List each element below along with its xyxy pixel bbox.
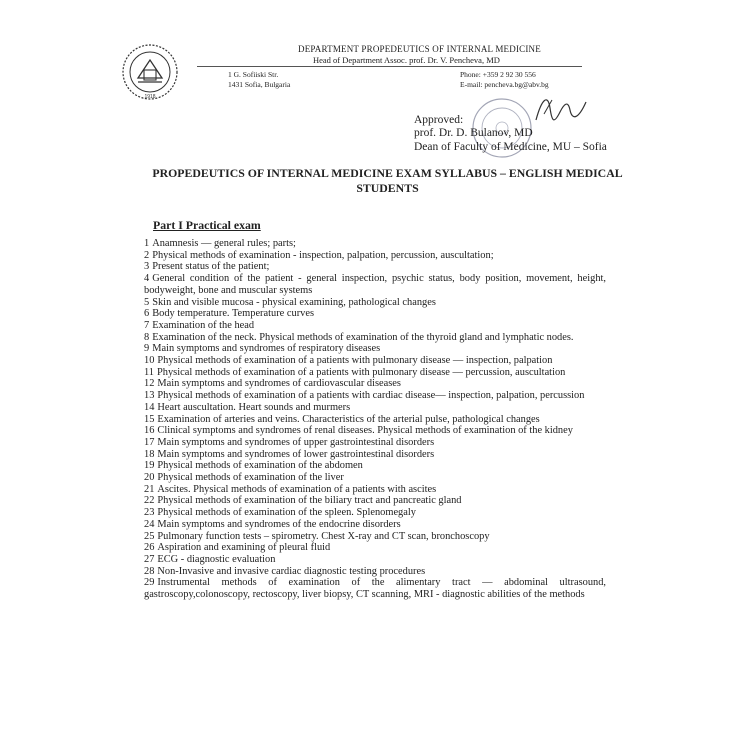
list-item xyxy=(144,449,606,461)
item-number: 29 xyxy=(144,577,155,589)
university-seal-icon xyxy=(120,42,180,102)
dean-position: Dean of Faculty of Medicine, MU – Sofia xyxy=(414,140,607,153)
item-text: Main symptoms and syndromes of lower gastrointestinal disorders xyxy=(157,448,435,460)
item-text: Aspiration and examining of pleural fluid xyxy=(157,542,331,554)
list-item xyxy=(144,484,606,496)
item-number: 25 xyxy=(144,530,155,542)
approved-label: Approved: xyxy=(414,114,464,126)
list-item xyxy=(144,554,606,566)
item-text: Physical methods of examination of a patients with cardiac disease— inspection, palpation, percussion xyxy=(157,390,585,402)
item-number: 17 xyxy=(144,436,155,448)
item-number: 11 xyxy=(144,366,155,378)
item-number: 2 xyxy=(144,249,150,261)
list-item xyxy=(144,495,606,507)
list-item xyxy=(144,507,606,519)
item-number: 14 xyxy=(144,401,155,413)
item-text: Physical methods of examination of a patients with pulmonary disease — percussion, auscultation xyxy=(157,366,566,378)
dean-name: prof. Dr. D. Bulanov, MD xyxy=(414,127,533,140)
item-text: Main symptoms and syndromes of cardiovascular diseases xyxy=(157,378,401,390)
item-number: 7 xyxy=(144,319,150,331)
item-text: General condition of the patient - general inspection, psychic status, body position, movement, height, bodyweight, bone and muscular systems xyxy=(144,273,606,296)
department-name: DEPARTMENT PROPEDEUTICS OF INTERNAL MEDICINE xyxy=(298,44,541,54)
item-text: Clinical symptoms and syndromes of renal diseases. Physical methods of examination of the kidney xyxy=(157,425,573,437)
item-text: Physical methods of examination of the liver xyxy=(157,472,344,484)
list-item xyxy=(144,308,606,320)
address-line: 1431 Sofia, Bulgaria xyxy=(228,80,291,89)
item-text: Main symptoms and syndromes of upper gastrointestinal disorders xyxy=(157,436,435,448)
item-text: Main symptoms and syndromes of the endocrine disorders xyxy=(157,518,401,530)
list-item xyxy=(144,542,606,554)
item-text: Anamnesis — general rules; parts; xyxy=(152,238,296,249)
item-number: 5 xyxy=(144,296,150,308)
item-number: 1 xyxy=(144,238,150,249)
list-item xyxy=(144,425,606,437)
item-text: Examination of arteries and veins. Characteristics of the arterial pulse, pathological changes xyxy=(157,413,540,425)
address-line: 1 G. Sofiiski Str. xyxy=(228,70,279,79)
item-number: 6 xyxy=(144,308,150,320)
item-text: ECG - diagnostic evaluation xyxy=(157,553,276,565)
item-number: 28 xyxy=(144,565,155,577)
part-heading: Part I Practical exam xyxy=(153,218,261,232)
list-item xyxy=(144,320,606,332)
item-number: 23 xyxy=(144,507,155,519)
item-text: Skin and visible mucosa - physical examining, pathological changes xyxy=(152,296,436,308)
list-item xyxy=(144,566,606,578)
item-number: 16 xyxy=(144,425,155,437)
item-number: 24 xyxy=(144,518,155,530)
list-item xyxy=(144,414,606,426)
list-item xyxy=(144,250,606,262)
contact-block xyxy=(460,70,549,90)
item-number: 19 xyxy=(144,460,155,472)
item-text: Examination of the neck. Physical methods of examination of the thyroid gland and lymphatic nodes. xyxy=(152,331,574,343)
phone-line: Phone: +359 2 92 30 556 xyxy=(460,70,536,79)
list-item xyxy=(144,378,606,390)
email-line: E-mail: pencheva.bg@abv.bg xyxy=(460,80,549,89)
item-number: 12 xyxy=(144,378,155,390)
item-text: Body temperature. Temperature curves xyxy=(152,308,315,320)
item-number: 4 xyxy=(144,273,150,285)
item-text: Pulmonary function tests – spirometry. Chest X-ray and CT scan, bronchoscopy xyxy=(157,530,490,542)
item-number: 9 xyxy=(144,343,150,355)
item-text: Main symptoms and syndromes of respiratory diseases xyxy=(152,343,381,355)
item-number: 15 xyxy=(144,413,155,425)
item-number: 20 xyxy=(144,472,155,484)
list-item xyxy=(144,531,606,543)
logo-caption: 1918 xyxy=(144,94,156,100)
syllabus-list xyxy=(144,238,606,601)
list-item xyxy=(144,367,606,379)
item-text: Physical methods of examination of the abdomen xyxy=(157,460,363,472)
item-text: Physical methods of examination of the biliary tract and pancreatic gland xyxy=(157,495,462,507)
item-number: 26 xyxy=(144,542,155,554)
item-number: 21 xyxy=(144,483,155,495)
item-text: Physical methods of examination - inspection, palpation, percussion, auscultation; xyxy=(152,249,494,261)
list-item xyxy=(144,355,606,367)
item-number: 27 xyxy=(144,553,155,565)
document-title: PROPEDEUTICS OF INTERNAL MEDICINE EXAM SYLLABUS – ENGLISH MEDICAL STUDENTS xyxy=(152,166,623,195)
item-number: 10 xyxy=(144,355,155,367)
item-number: 8 xyxy=(144,331,150,343)
item-text: Non-Invasive and invasive cardiac diagnostic testing procedures xyxy=(157,565,426,577)
list-item xyxy=(144,460,606,472)
list-item xyxy=(144,343,606,355)
list-item xyxy=(144,472,606,484)
list-item xyxy=(144,437,606,449)
item-text: Ascites. Physical methods of examination of a patients with ascites xyxy=(157,483,437,495)
list-item xyxy=(144,273,606,296)
item-text: Examination of the head xyxy=(152,319,255,331)
list-item xyxy=(144,332,606,344)
list-item xyxy=(144,402,606,414)
item-text: Instrumental methods of examination of the alimentary tract — abdominal ultrasound, gastroscopy,colonoscopy, rectoscopy, liver biopsy, CT scanning, MRI - diagnostic abilities of the methods xyxy=(144,577,606,601)
item-text: Physical methods of examination of a patients with pulmonary disease — inspection, palpation xyxy=(157,355,553,367)
item-text: Physical methods of examination of the spleen. Splenomegaly xyxy=(157,507,416,519)
item-number: 3 xyxy=(144,261,150,273)
header-divider xyxy=(197,66,582,67)
item-number: 18 xyxy=(144,448,155,460)
approval-block xyxy=(414,114,607,154)
list-item xyxy=(144,238,606,250)
item-number: 13 xyxy=(144,390,155,402)
list-item xyxy=(144,261,606,273)
list-item xyxy=(144,577,606,600)
department-head: Head of Department Assoc. prof. Dr. V. Pencheva, MD xyxy=(313,55,500,65)
list-item xyxy=(144,519,606,531)
item-number: 22 xyxy=(144,495,155,507)
list-item xyxy=(144,297,606,309)
item-text: Present status of the patient; xyxy=(152,261,270,273)
address-block xyxy=(228,70,290,90)
item-text: Heart auscultation. Heart sounds and murmers xyxy=(157,401,351,413)
list-item xyxy=(144,390,606,402)
